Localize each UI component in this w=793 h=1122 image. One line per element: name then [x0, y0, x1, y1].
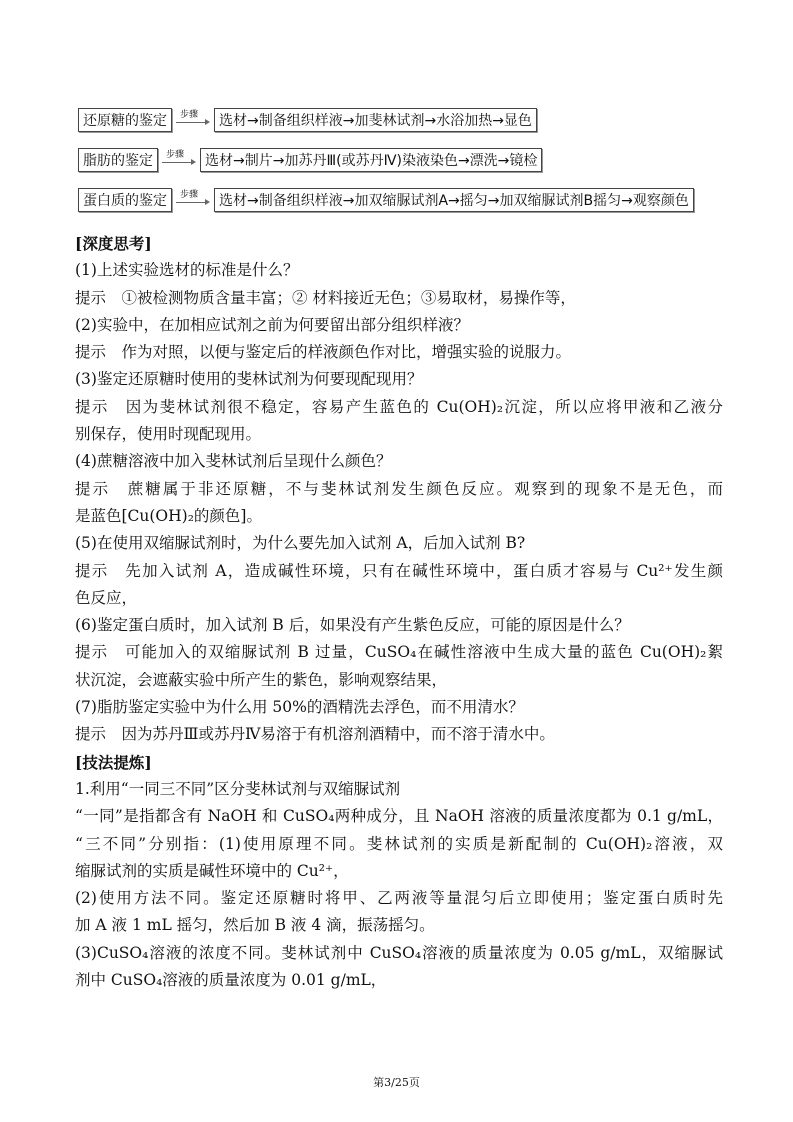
arrow-icon [174, 109, 212, 131]
section-heading: [深度思考] [75, 234, 152, 253]
flow-steps: 选材→制备组织样液→加斐林试剂→水浴加热→显色 [214, 108, 537, 132]
text-line: 是蓝色[Cu(OH)₂的颜色]。 [75, 506, 262, 525]
step-label: 步骤 [180, 110, 199, 120]
page-number: 第3/25页 [373, 1076, 420, 1089]
step-label: 步骤 [180, 190, 199, 200]
text-line: 提示 因为苏丹Ⅲ或苏丹Ⅳ易溶于有机溶剂酒精中，而不溶于清水中。 [75, 725, 555, 744]
text-line: (5)在使用双缩脲试剂时，为什么要先加入试剂 A，后加入试剂 B? [75, 534, 526, 553]
text-line: 剂中 CuSO₄溶液的质量浓度为 0.01 g/mL， [75, 971, 387, 990]
text-line: 提示 可能加入的双缩脲试剂 B 过量，CuSO₄在碱性溶液中生成大量的蓝色 Cu(OH)₂絮 [75, 643, 723, 662]
text-line: (3)鉴定还原糖时使用的斐林试剂为何要现配现用？ [75, 370, 423, 389]
text-line: “一同”是指都含有 NaOH 和 CuSO₄两种成分，且 NaOH 溶液的质量浓度都为 0.1 g/mL， [75, 807, 723, 826]
text-line: 提示 先加入试剂 A，造成碱性环境，只有在碱性环境中，蛋白质才容易与 Cu²⁺发生颜 [75, 561, 723, 580]
flow-label: 脂肪的鉴定 [78, 148, 158, 172]
flow-steps: 选材→制片→加苏丹Ⅲ(或苏丹Ⅳ)染液染色→漂洗→镜检 [200, 148, 542, 172]
text-line: (2)实验中，在加相应试剂之前为何要留出部分组织样液？ [75, 315, 469, 334]
text-line: “三不同”分别指：(1)使用原理不同。斐林试剂的实质是新配制的 Cu(OH)₂溶液，双 [75, 834, 723, 853]
text-line: 提示 ①被检测物质含量丰富；② 材料接近无色；③易取材，易操作等， [75, 288, 576, 307]
flow-label: 蛋白质的鉴定 [78, 188, 172, 212]
text-line: 缩脲试剂的实质是碱性环境中的 Cu²⁺， [75, 861, 349, 880]
step-label: 步骤 [166, 150, 185, 160]
text-line: (4)蔗糖溶液中加入斐林试剂后呈现什么颜色？ [75, 452, 392, 471]
text-line: (2)使用方法不同。鉴定还原糖时将甲、乙两液等量混匀后立即使用；鉴定蛋白质时先 [75, 889, 723, 908]
flow-row [78, 108, 537, 132]
text-line: 提示 作为对照，以便与鉴定后的样液颜色作对比，增强实验的说服力。 [75, 343, 572, 362]
text-line: 状沉淀，会遮蔽实验中所产生的紫色，影响观察结果， [75, 670, 448, 689]
text-line: (1)上述实验选材的标准是什么？ [75, 261, 299, 280]
text-line: (3)CuSO₄溶液的浓度不同。斐林试剂中 CuSO₄溶液的质量浓度为 0.05 g/mL，双缩脲试 [75, 943, 723, 962]
text-line: 提示 因为斐林试剂很不稳定，容易产生蓝色的 Cu(OH)₂沉淀，所以应将甲液和乙液分 [75, 397, 723, 416]
text-line: 1.利用“一同三不同”区分斐林试剂与双缩脲试剂 [75, 779, 401, 798]
body-text [75, 230, 723, 994]
arrow-icon [160, 149, 198, 171]
flow-label: 还原糖的鉴定 [78, 108, 172, 132]
flow-row [78, 148, 542, 172]
text-line: 加 A 液 1 mL 摇匀，然后加 B 液 4 滴，振荡摇匀。 [75, 916, 435, 935]
text-line: 色反应， [75, 588, 138, 607]
text-line: 别保存，使用时现配现用。 [75, 425, 262, 444]
arrow-icon [174, 189, 212, 211]
flow-row [78, 188, 694, 212]
text-line: (6)鉴定蛋白质时，加入试剂 B 后，如果没有产生紫色反应，可能的原因是什么？ [75, 616, 630, 635]
flow-steps: 选材→制备组织样液→加双缩脲试剂A→摇匀→加双缩脲试剂B摇匀→观察颜色 [214, 188, 694, 212]
text-line: (7)脂肪鉴定实验中为什么用 50%的酒精洗去浮色，而不用清水？ [75, 698, 524, 717]
text-line: 提示 蔗糖属于非还原糖，不与斐林试剂发生颜色反应。观察到的现象不是无色，而 [75, 479, 723, 498]
section-heading: [技法提炼] [75, 752, 152, 772]
